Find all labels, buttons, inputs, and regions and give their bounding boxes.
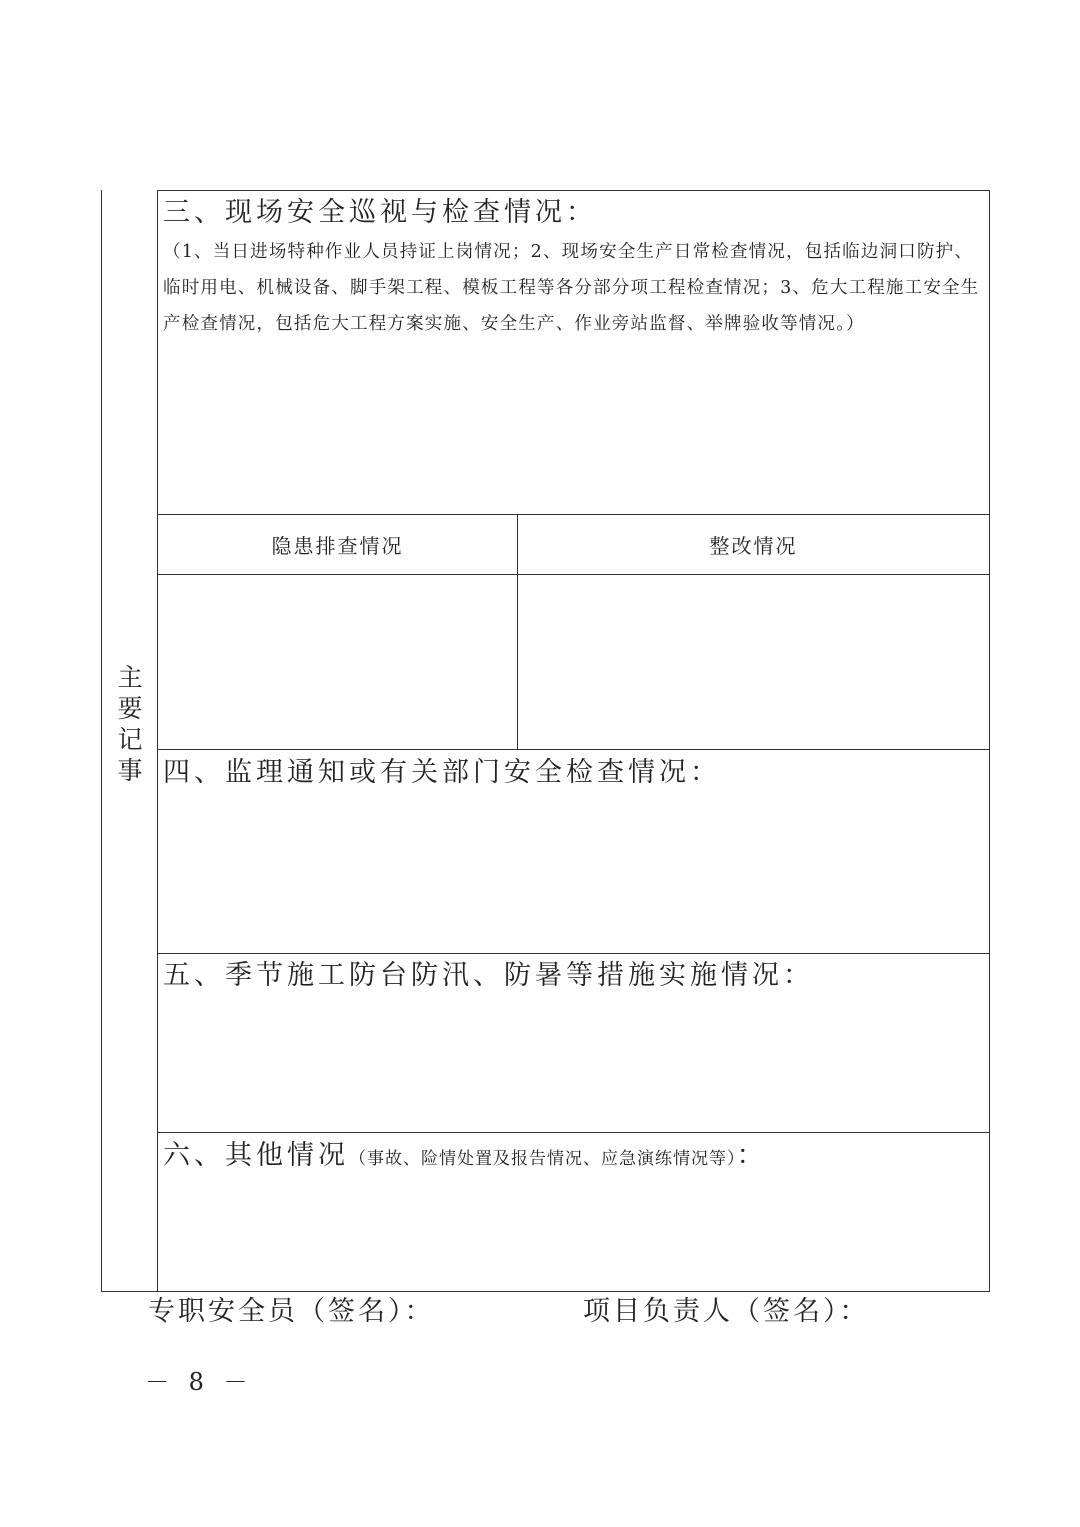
section6-title-line xyxy=(163,1138,768,1177)
table-top-border xyxy=(157,190,990,191)
row-divider-section5 xyxy=(157,953,990,954)
section3-title: 三、现场安全巡视与检查情况： xyxy=(163,197,597,228)
side-label-main-records xyxy=(113,662,147,786)
section4-title: 四、监理通知或有关部门安全检查情况： xyxy=(163,757,721,788)
project-leader-signature: 项目负责人（签名）： xyxy=(583,1296,870,1327)
section5-title: 五、季节施工防台防汛、防暑等措施实施情况： xyxy=(163,960,814,991)
side-label-char: 主 xyxy=(117,663,143,692)
table-right-border xyxy=(989,190,990,1292)
side-label-char: 事 xyxy=(117,756,143,785)
row-divider-section6 xyxy=(157,1132,990,1133)
row-divider-subheader xyxy=(157,574,990,575)
section3-description: （1、当日进场特种作业人员持证上岗情况；2、现场安全生产日常检查情况，包括临边洞口防护、临时用电、机械设备、脚手架工程、模板工程等各分部分项工程检查情况；3、危大工程施工安全生产检查情况，包括危大工程方案实施、安全生产、作业旁站监督、举牌验收等情况。） xyxy=(163,242,980,334)
table-left-border xyxy=(101,190,102,1292)
section6-note: （事故、险情处置及报告情况、应急演练情况等） xyxy=(349,1149,737,1169)
table-bottom-border xyxy=(101,1291,990,1292)
safety-officer-signature: 专职安全员（签名）： xyxy=(148,1296,435,1327)
section6-title: 六、其他情况 xyxy=(163,1140,349,1171)
row-divider-section4 xyxy=(157,749,990,750)
hazard-check-header: 隐患排查情况 xyxy=(271,534,404,558)
side-label-char: 要 xyxy=(117,694,143,723)
section6-colon: ： xyxy=(736,1140,768,1171)
table-inner-divider xyxy=(157,190,158,1292)
rectification-header: 整改情况 xyxy=(709,534,798,558)
side-label-char: 记 xyxy=(117,725,143,754)
page-number: － 8 － xyxy=(145,1368,254,1396)
row-divider-section3 xyxy=(157,514,990,515)
